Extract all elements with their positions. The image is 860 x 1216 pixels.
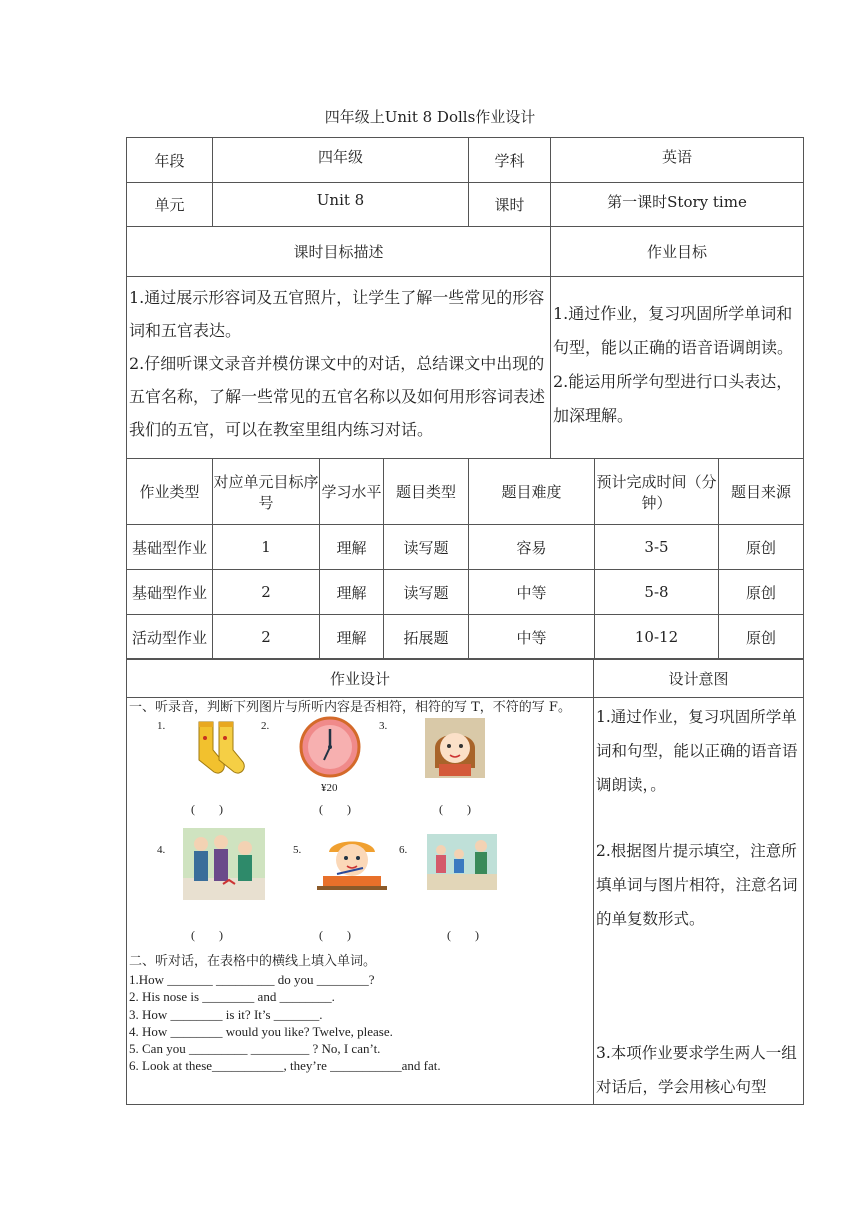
header-source: 题目来源 (719, 459, 804, 525)
design-table (126, 658, 804, 1105)
objective-2: 2.仔细听课文录音并模仿课文中的对话，总结课文中出现的五官名称，了解一些常见的五官名称以及如何用形容词表述我们的五官，可以在教室里组内练习对话。 (129, 354, 546, 439)
fill-line[interactable]: 3. How ________ is it? It’s _______. (129, 1006, 323, 1022)
pic-number: 1. (157, 720, 166, 732)
clock-price: ¥20 (321, 782, 338, 794)
header-type: 作业类型 (127, 459, 213, 525)
subject-value: 英语 (551, 138, 804, 183)
table-row (127, 525, 804, 570)
section-2-instruction: 二、听对话，在表格中的横线上填入单词。 (129, 954, 377, 969)
answer-blank[interactable]: ( ) (319, 928, 351, 942)
objectives-text (127, 277, 551, 459)
answer-blank[interactable]: ( ) (439, 802, 471, 816)
picture-grid (127, 716, 593, 948)
header-level: 学习水平 (320, 459, 384, 525)
cell: 2 (213, 570, 320, 615)
intent-content (594, 698, 804, 1105)
grade-value: 四年级 (213, 138, 469, 183)
cell: 读写题 (384, 570, 469, 615)
answer-blank[interactable]: ( ) (191, 928, 223, 942)
answer-blank[interactable]: ( ) (319, 802, 351, 816)
goals-text (551, 277, 804, 459)
pic-number: 6. (399, 844, 408, 856)
cell: 容易 (469, 525, 595, 570)
fill-line[interactable]: 6. Look at these___________, they’re ___________and fat. (129, 1058, 441, 1074)
header-time: 预计完成时间（分钟） (595, 459, 719, 525)
design-content (127, 698, 594, 1105)
cell: 理解 (320, 615, 384, 660)
pic-number: 5. (293, 844, 302, 856)
cell: 理解 (320, 525, 384, 570)
section-1-instruction: 一、听录音，判断下列图片与所听内容是否相符，相符的写 T，不符的写 F。 (129, 700, 571, 715)
intent-header: 设计意图 (594, 659, 804, 698)
pic-number: 2. (261, 720, 270, 732)
answer-blank[interactable]: ( ) (191, 802, 223, 816)
intent-2: 2.根据图片提示填空，注意所填单词与图片相符，注意名词的单复数形式。 (596, 842, 798, 928)
cell: 5-8 (595, 570, 719, 615)
pic-number: 4. (157, 844, 166, 856)
grade-label: 年段 (127, 138, 213, 183)
unit-label: 单元 (127, 183, 213, 227)
header-target: 对应单元目标序号 (213, 459, 320, 525)
cell: 理解 (320, 570, 384, 615)
fill-line[interactable]: 4. How ________ would you like? Twelve, please. (129, 1023, 393, 1039)
goal-2: 2.能运用所学句型进行口头表达，加深理解。 (553, 372, 793, 425)
cell: 中等 (469, 615, 595, 660)
cell: 原创 (719, 570, 804, 615)
lesson-value: 第一课时Story time (551, 183, 804, 227)
header-difficulty: 题目难度 (469, 459, 595, 525)
intent-1: 1.通过作业，复习巩固所学单词和句型，能以正确的语音语调朗读，。 (596, 708, 798, 794)
cell: 2 (213, 615, 320, 660)
family-picture-icon (183, 828, 265, 900)
socks-icon (193, 720, 251, 778)
cell: 中等 (469, 570, 595, 615)
cell: 原创 (719, 615, 804, 660)
cell: 原创 (719, 525, 804, 570)
cell: 基础型作业 (127, 525, 213, 570)
cell: 活动型作业 (127, 615, 213, 660)
fill-line[interactable]: 2. His nose is ________ and ________. (129, 989, 335, 1005)
info-table (126, 137, 804, 459)
homework-type-table (126, 458, 804, 660)
intent-3: 3.本项作业要求学生两人一组对话后，学会用核心句型 (596, 1044, 797, 1096)
boy-writing-icon (313, 834, 391, 896)
cell: 1 (213, 525, 320, 570)
cell: 3-5 (595, 525, 719, 570)
subject-label: 学科 (469, 138, 551, 183)
cell: 基础型作业 (127, 570, 213, 615)
table-row (127, 615, 804, 660)
fill-line[interactable]: 5. Can you _________ _________ ? No, I can’t. (129, 1041, 381, 1057)
design-header: 作业设计 (127, 659, 594, 698)
unit-value: Unit 8 (213, 183, 469, 227)
document-title: 四年级上Unit 8 Dolls作业设计 (324, 108, 536, 126)
table-row (127, 570, 804, 615)
objective-1: 1.通过展示形容词及五官照片，让学生了解一些常见的形容词和五官表达。 (129, 288, 545, 340)
family-scene-icon (427, 834, 497, 890)
fill-line[interactable]: 1.How _______ _________ do you ________? (129, 972, 375, 987)
lesson-label: 课时 (469, 183, 551, 227)
header-question-type: 题目类型 (384, 459, 469, 525)
cell: 拓展题 (384, 615, 469, 660)
cell: 读写题 (384, 525, 469, 570)
homework-goal-header: 作业目标 (551, 227, 804, 277)
cell: 10-12 (595, 615, 719, 660)
pic-number: 3. (379, 720, 388, 732)
clock-icon (299, 716, 361, 778)
answer-blank[interactable]: ( ) (447, 928, 479, 942)
objectives-header: 课时目标描述 (127, 227, 551, 277)
fill-in-lines (127, 971, 593, 1075)
doll-face-icon (425, 718, 485, 778)
goal-1: 1.通过作业，复习巩固所学单词和句型，能以正确的语音语调朗读。 (553, 304, 794, 357)
